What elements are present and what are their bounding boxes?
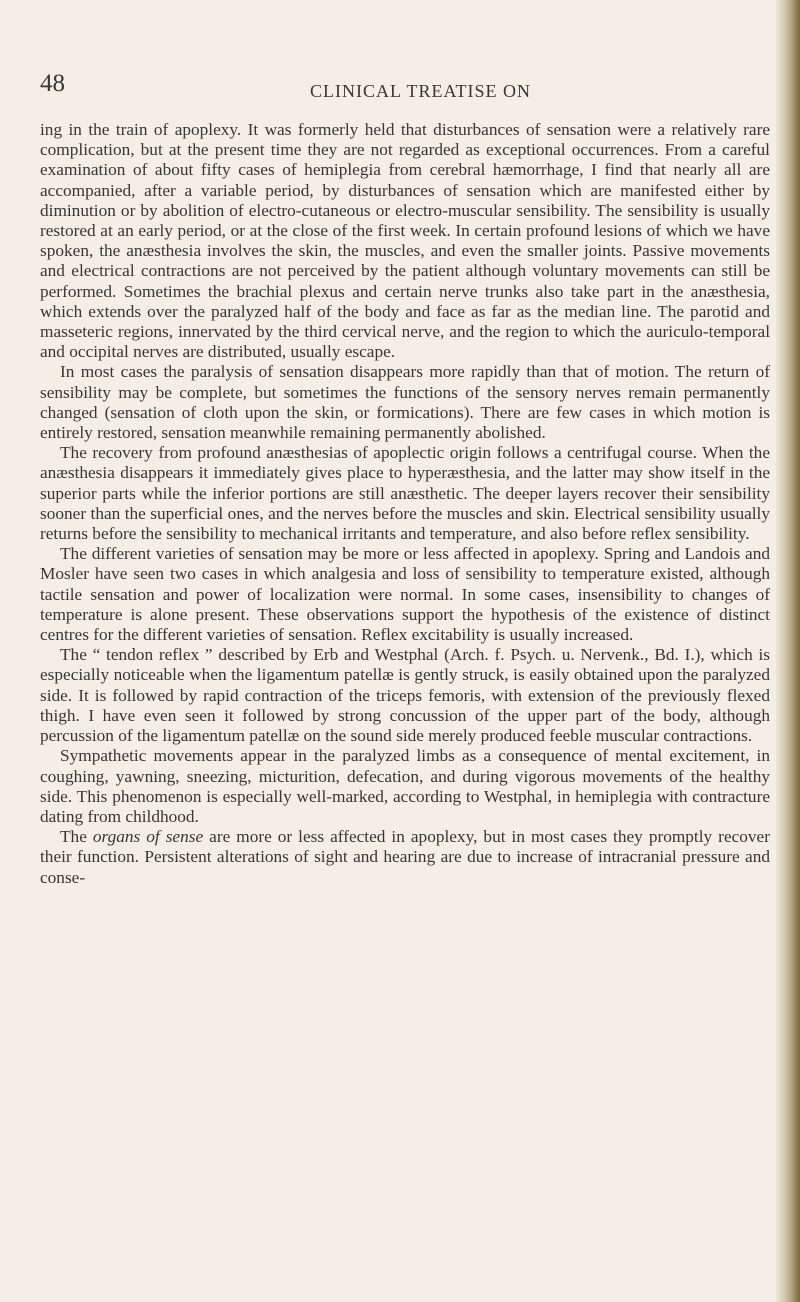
paragraph: ing in the train of apoplexy. It was formerly held that disturbances of sensation were a relatively rare complication, but at the present time they are not regarded as exceptional occurrences. From a careful examination of about fifty cases of hemiplegia from cerebral hæmorrhage, I find that nearly all are accompanied, after a variable period, by disturbances of sensation which are manifested either by diminution or by abolition of electro-cutaneous or electro-muscular sensibility. The sensibility is usually restored at an early period, or at the close of the first week. In certain profound lesions of which we have spoken, the anæsthesia involves the skin, the muscles, and even the smaller joints. Passive movements and electrical contractions are not perceived by the patient although voluntary movements can still be performed. Sometimes the brachial plexus and certain nerve trunks also take part in the anæsthesia, which extends over the paralyzed half of the body and face as far as the median line. The parotid and masseteric regions, innervated by the third cervical nerve, and the region to which the auriculo-temporal and occipital nerves are distributed, usually escape. [40,120,770,362]
body-text [40,120,770,888]
paragraph: The “ tendon reflex ” described by Erb and Westphal (Arch. f. Psych. u. Nervenk., Bd. I.), which is especially noticeable when the ligamentum patellæ is gently struck, is easily obtained upon the paralyzed side. It is followed by rapid contraction of the triceps femoris, with extension of the previously flexed thigh. I have even seen it followed by strong concussion of the upper part of the body, although percussion of the ligamentum patellæ on the sound side merely produced feeble muscular contractions. [40,645,770,746]
paragraph-text: The [60,827,93,847]
paragraph-text: are more or less affected in apoplexy, but in most cases they promptly recover their function. Persistent alterations of sight and hearing are due to increase of intracranial pressure and conse- [40,827,770,887]
paragraph: The different varieties of sensation may be more or less affected in apoplexy. Spring and Landois and Mosler have seen two cases in which analgesia and loss of sensibility to temperature existed, although tactile sensation and power of localization were normal. In some cases, insensibility to changes of temperature is alone present. These observations support the hypothesis of the existence of distinct centres for the different varieties of sensation. Reflex excitability is usually increased. [40,544,770,645]
italic-phrase: organs of sense [92,827,204,847]
running-head: CLINICAL TREATISE ON [310,81,531,101]
paragraph: In most cases the paralysis of sensation disappears more rapidly than that of motion. The return of sensibility may be complete, but sometimes the functions of the sensory nerves remain permanently changed (sensation of cloth upon the skin, or formications). There are few cases in which motion is entirely restored, sensation meanwhile remaining permanently abolished. [40,362,770,443]
paragraph: Sympathetic movements appear in the paralyzed limbs as a consequence of mental excitement, in coughing, yawning, sneezing, micturition, defecation, and during vigorous movements of the healthy side. This phenomenon is especially well-marked, according to Westphal, in hemiplegia with contracture dating from childhood. [40,746,770,826]
page-number: 48 [40,70,65,97]
paragraph: The recovery from profound anæsthesias of apoplectic origin follows a centrifugal course. When the anæsthesia disappears it immediately gives place to hyperæsthesia, and the latter may show itself in the superior parts while the inferior portions are still anæsthetic. The deeper layers recover their sensibility sooner than the superficial ones, and the nerves before the muscles and skin. Electrical sensibility usually returns before the sensibility to mechanical irritants and temperature, and also before reflex sensibility. [40,443,770,544]
book-spine-edge [776,0,800,1302]
paragraph-organs-of-sense [40,827,770,888]
